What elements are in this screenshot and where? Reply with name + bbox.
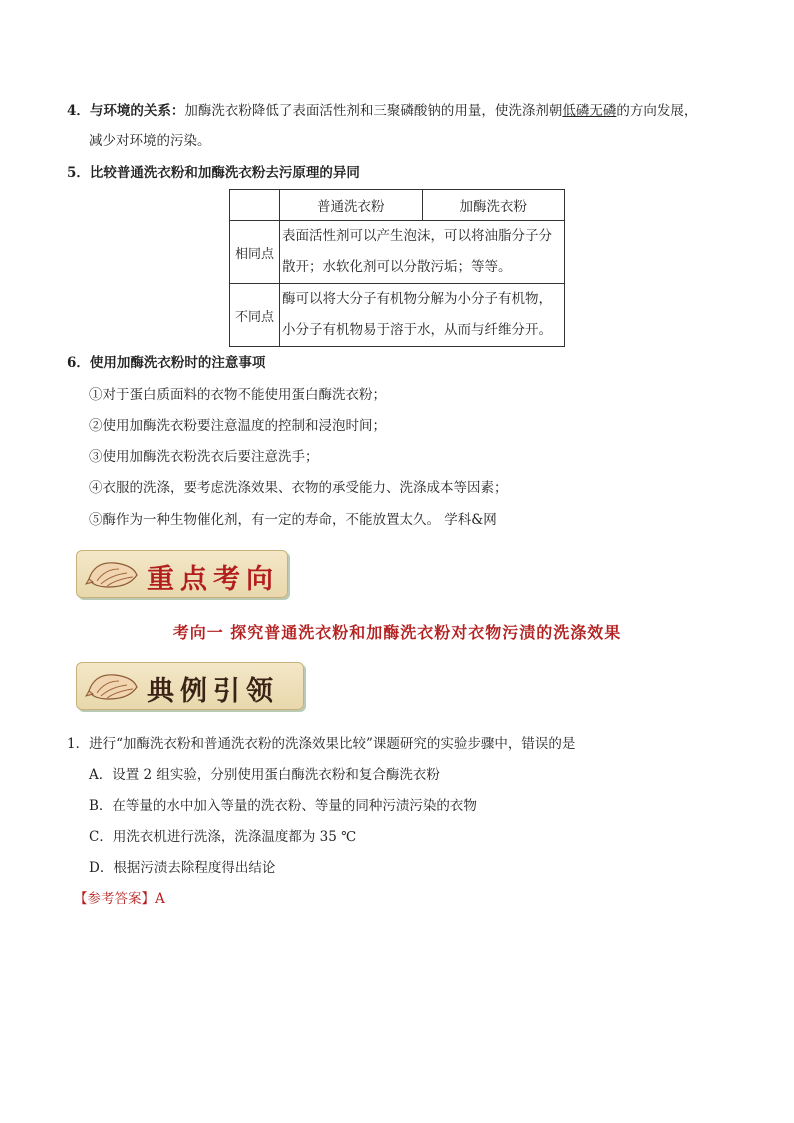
question-option: C．用洗衣机进行洗涤，洗涤温度都为 35 ℃ (89, 829, 357, 845)
section-title: 考向一 探究普通洗衣粉和加酶洗衣粉对衣物污渍的洗涤效果 (172, 623, 622, 642)
item-5-label: 比较普通洗衣粉和加酶洗衣粉去污原理的异同 (89, 165, 360, 181)
item-5-number: 5． (67, 165, 90, 181)
question-option: A．设置 2 组实验，分别使用蛋白酶洗衣粉和复合酶洗衣粉 (89, 767, 440, 783)
item-4-underlined: 低磷无磷 (562, 103, 617, 119)
item-4-label: 与环境的关系： (89, 103, 185, 119)
item-4 (67, 101, 697, 121)
item-6-point: ①对于蛋白质面料的衣物不能使用蛋白酶洗衣粉； (89, 387, 386, 403)
conch-shell-icon (85, 557, 139, 591)
item-4-continuation: 减少对环境的污染。 (89, 133, 211, 149)
answer-value: A (155, 891, 165, 907)
comparison-table (229, 189, 565, 347)
item-4-text-a: 加酶洗衣粉降低了表面活性剂和三聚磷酸钠的用量，使洗涤剂朝 (184, 103, 563, 119)
item-6-number: 6． (67, 355, 90, 371)
table-row-label-different: 不同点 (230, 284, 280, 347)
item-6-point: ②使用加酶洗衣粉要注意温度的控制和浸泡时间； (89, 418, 386, 434)
conch-shell-icon (85, 669, 139, 703)
table-header-enzyme: 加酶洗衣粉 (422, 190, 565, 221)
table-row-label-same: 相同点 (230, 221, 280, 284)
item-4-text-b: 的方向发展， (616, 103, 698, 119)
table-header-ordinary: 普通洗衣粉 (280, 190, 423, 221)
item-6-point: ④衣服的洗涤，要考虑洗涤效果、衣物的承受能力、洗涤成本等因素； (89, 480, 508, 496)
item-6-heading (67, 353, 265, 373)
table-row-content-same: 表面活性剂可以产生泡沫，可以将油脂分子分散开；水软化剂可以分散污垢；等等。 (280, 221, 565, 284)
answer-line (74, 889, 165, 909)
table-row-content-different: 酶可以将大分子有机物分解为小分子有机物，小分子有机物易于溶于水，从而与纤维分开。 (280, 284, 565, 347)
banner-example (76, 662, 304, 710)
question-option: D．根据污渍去除程度得出结论 (89, 860, 276, 876)
item-6-point: ③使用加酶洗衣粉洗衣后要注意洗手； (89, 449, 319, 465)
item-6-label: 使用加酶洗衣粉时的注意事项 (89, 355, 266, 371)
banner-key-direction-label: 重点考向 (147, 564, 279, 595)
banner-key-direction (76, 550, 288, 598)
item-5-heading (67, 163, 360, 183)
answer-label: 【参考答案】 (74, 891, 155, 907)
item-4-number: 4． (67, 103, 90, 119)
banner-example-label: 典例引领 (147, 676, 279, 707)
question-stem: 1．进行“加酶洗衣粉和普通洗衣粉的洗涤效果比较”课题研究的实验步骤中，错误的是 (67, 736, 576, 752)
table-header-blank (230, 190, 280, 221)
item-6-point: ⑤酶作为一种生物催化剂，有一定的寿命，不能放置太久。 学科&网 (89, 512, 497, 528)
question-option: B．在等量的水中加入等量的洗衣粉、等量的同种污渍污染的衣物 (89, 798, 477, 814)
